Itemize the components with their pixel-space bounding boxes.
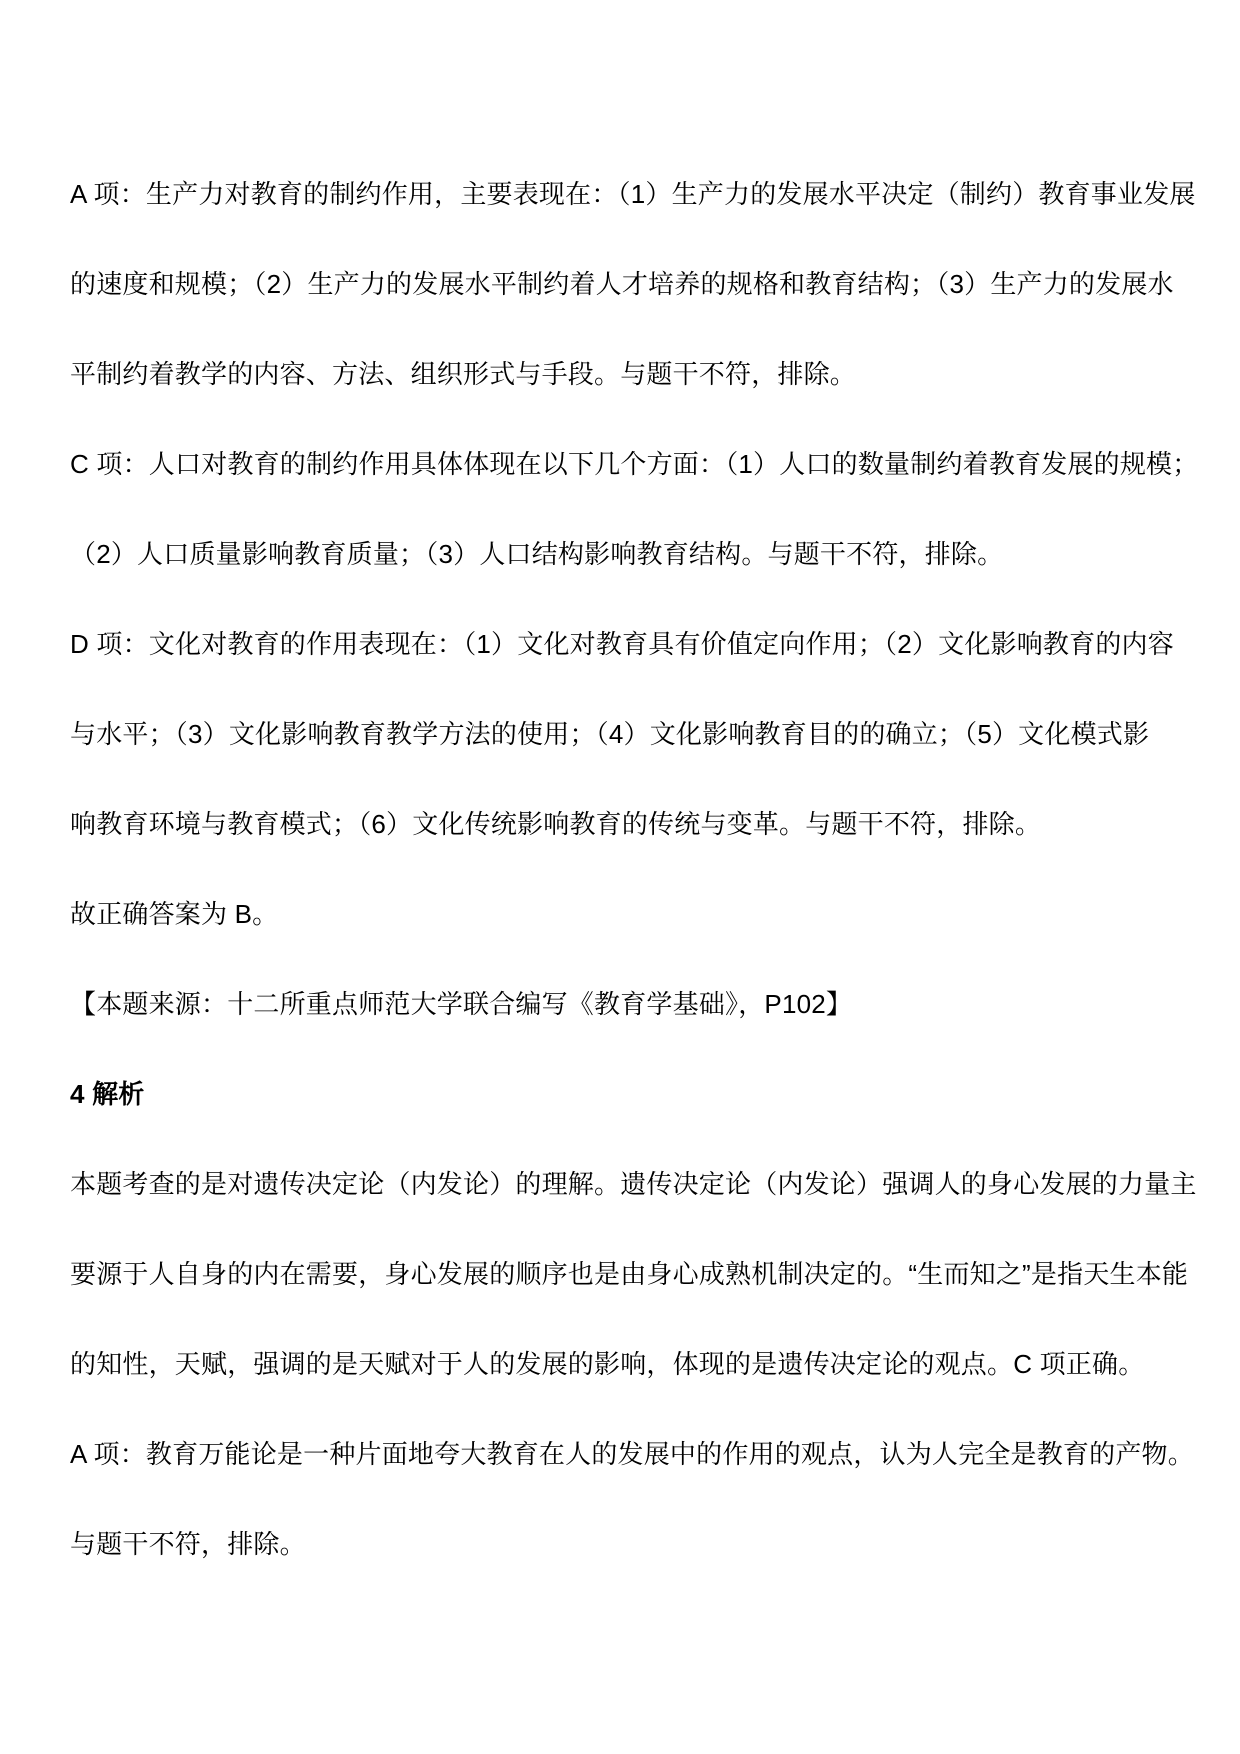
text-line: 的知性，天赋，强调的是天赋对于人的发展的影响，体现的是遗传决定论的观点。C 项正确。 [70, 1349, 1145, 1379]
text-line: A 项：生产力对教育的制约作用，主要表现在：（1）生产力的发展水平决定（制约）教育事业发展 [70, 179, 1196, 209]
section-heading: 4 解析 [70, 1079, 145, 1109]
text-line: 与题干不符，排除。 [70, 1529, 306, 1559]
text-line: （2）人口质量影响教育质量；（3）人口结构影响教育结构。与题干不符，排除。 [70, 539, 1004, 569]
text-line: 本题考查的是对遗传决定论（内发论）的理解。遗传决定论（内发论）强调人的身心发展的力量主 [70, 1169, 1197, 1199]
text-line: C 项：人口对教育的制约作用具体体现在以下几个方面：（1）人口的数量制约着教育发展的规模； [70, 449, 1199, 479]
text-line: 要源于人自身的内在需要，身心发展的顺序也是由身心成熟机制决定的。“生而知之”是指天生本能 [70, 1259, 1189, 1289]
answer-statement: 故正确答案为 B。 [70, 899, 279, 929]
text-line: D 项：文化对教育的作用表现在：（1）文化对教育具有价值定向作用；（2）文化影响教育的内容 [70, 629, 1174, 659]
text-line: 平制约着教学的内容、方法、组织形式与手段。与题干不符，排除。 [70, 359, 857, 389]
text-line: A 项：教育万能论是一种片面地夸大教育在人的发展中的作用的观点，认为人完全是教育的产物。 [70, 1439, 1194, 1469]
source-reference: 【本题来源：十二所重点师范大学联合编写《教育学基础》，P102】 [70, 989, 853, 1019]
text-line: 响教育环境与教育模式；（6）文化传统影响教育的传统与变革。与题干不符，排除。 [70, 809, 1042, 839]
text-line: 与水平；（3）文化影响教育教学方法的使用；（4）文化影响教育目的的确立；（5）文化模式影 [70, 719, 1150, 749]
text-line: 的速度和规模；（2）生产力的发展水平制约着人才培养的规格和教育结构；（3）生产力的发展水 [70, 269, 1174, 299]
